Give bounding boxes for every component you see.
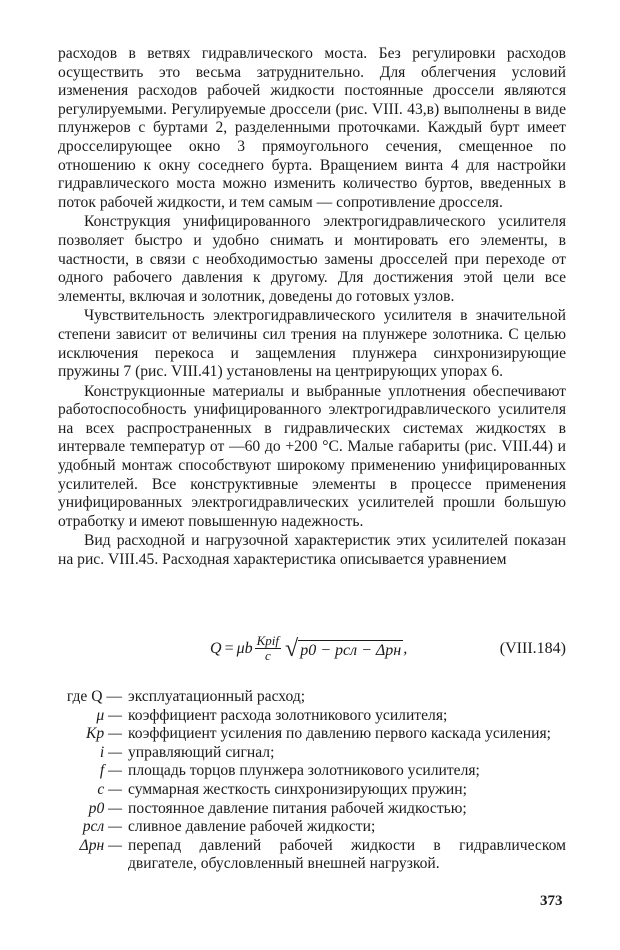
- paragraph-2: Конструкция унифицированного электрогидравлического усилителя позволяет быстро и удобно снимать и монтировать его элементы, в частности, в связи с необходимостью замены дросселей при переходе от одного рабочего давления к другому. Для достижения этой цели все элементы, включая и золотник, доведены до готовых узлов.: [58, 213, 566, 305]
- equation-formula: Q = μb $\frac{\text{Kpif}}{c}$ √ p0 − pсл − Δpн ,: [210, 633, 408, 663]
- legend-row: [58, 688, 566, 707]
- legend-description: коэффициент расхода золотникового усилителя;: [128, 706, 448, 724]
- legend-symbol: μ —: [96, 706, 122, 724]
- legend-symbol: f —: [99, 762, 122, 780]
- legend-description: площадь торцов плунжера золотникового усилителя;: [128, 762, 480, 780]
- equation: [58, 630, 566, 674]
- legend-row: [58, 818, 566, 837]
- legend-description: перепад давлений рабочей жидкости в гидравлическом двигателе, обусловленный внешней нагрузкой.: [128, 836, 566, 873]
- page-number: 373: [540, 893, 563, 909]
- paragraph-3: Чувствительность электрогидравлического усилителя в значительной степени зависит от величины сил трения на плунжере золотника. С целью исключения перекоса и защемления плунжера синхронизирующие пружины 7 (рис. VIII.41) установлены на центрирующих упорах 6.: [58, 307, 566, 381]
- equation-radicand: p0 − pсл − Δpн: [300, 641, 402, 659]
- legend-symbol: p0 —: [88, 799, 122, 817]
- equation-numerator: Kpif: [256, 633, 280, 648]
- legend-description: управляющий сигнал;: [128, 743, 275, 761]
- equation-number: (VIII.184): [499, 640, 566, 657]
- equation-trail: ,: [403, 639, 408, 657]
- legend-description: постоянное давление питания рабочей жидкостью;: [128, 799, 467, 817]
- equation-lhs: Q: [210, 639, 222, 657]
- legend-description: коэффициент усиления по давлению первого каскада усиления;: [128, 725, 552, 743]
- legend-symbol: Kp —: [86, 725, 122, 743]
- sqrt-icon: √: [285, 635, 299, 662]
- equation-coef: μb: [236, 639, 253, 657]
- equation-fraction: [255, 634, 281, 663]
- legend-row: [58, 707, 566, 726]
- legend-row: [58, 762, 566, 781]
- legend-symbol: c —: [97, 780, 122, 798]
- paragraph-1: расходов в ветвях гидравлического моста. Без регулировки расходов осуществить это весьма затруднительно. Для облегчения условий изменения расходов рабочей жидкости постоянные дроссели являются регулируемыми. Регулируемые дроссели (рис. VIII. 43,в) выполнены в виде плунжеров с буртами 2, разделенными проточками. Каждый бурт имеет дросселирующее окно 3 прямоугольного сечения, смещенное по отношению к окну соседнего бурта. Вращением винта 4 для настройки гидравлического моста можно изменить количество буртов, введенных в поток рабочей жидкости, и тем самым — сопротивление дросселя.: [58, 45, 566, 211]
- legend-description: сливное давление рабочей жидкости;: [128, 818, 376, 836]
- legend-symbol: где Q —: [66, 688, 122, 705]
- symbol-legend: [58, 688, 566, 874]
- legend-symbol: i —: [99, 743, 122, 761]
- legend-symbol: Δpн —: [79, 836, 122, 854]
- paragraph-4: Конструкционные материалы и выбранные уплотнения обеспечивают работоспособность унифицированного электрогидравлического усилителя на всех распространенных в гидравлических системах жидкостях в интервале температур от —60 до +200 °С. Малые габариты (рис. VIII.44) и удобный монтаж способствуют широкому применению унифицированных усилителей. Все конструктивные элементы в процессе применения унифицированных электрогидравлических усилителей прошли большую отработку и имеют повышенную надежность.: [58, 382, 566, 530]
- legend-symbol: pсл —: [82, 818, 122, 836]
- legend-description: эксплуатационный расход;: [128, 688, 306, 705]
- legend-row: [58, 744, 566, 763]
- body-text: [58, 45, 566, 570]
- legend-row: [58, 725, 566, 744]
- legend-row: [58, 800, 566, 819]
- legend-row: [58, 781, 566, 800]
- paragraph-5: Вид расходной и нагрузочной характеристик этих усилителей показан на рис. VIII.45. Расходная характеристика описывается уравнением: [58, 532, 566, 569]
- legend-row: [58, 837, 566, 874]
- legend-description: суммарная жесткость синхронизирующих пружин;: [128, 780, 467, 798]
- equation-denominator: c: [264, 648, 271, 663]
